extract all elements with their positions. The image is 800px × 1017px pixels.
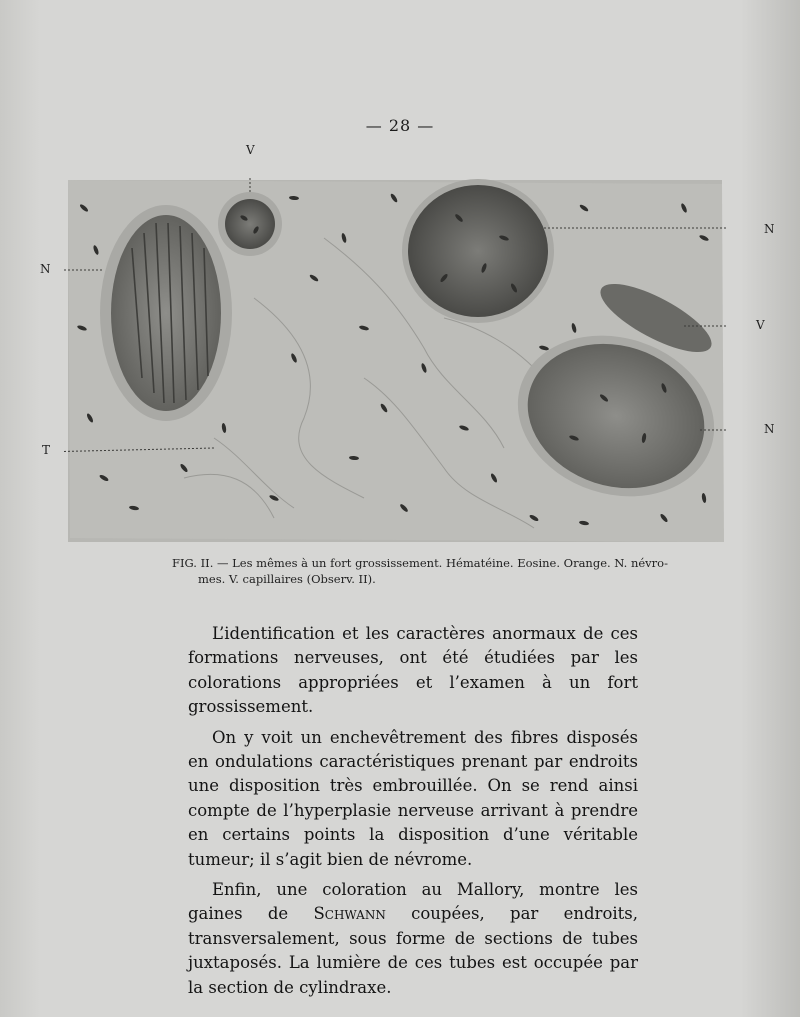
nevroma-top-right: [408, 185, 548, 317]
label-v-top: V: [246, 143, 255, 157]
author-name-schwann: Schwann: [313, 904, 386, 924]
nevroma-left: [111, 215, 221, 411]
histology-figure: [64, 178, 728, 546]
label-n-left: N: [40, 262, 51, 276]
capillary-top: [225, 199, 275, 249]
paragraph-3: [188, 878, 638, 1000]
label-t-left: T: [42, 443, 51, 457]
label-n-right-top: N: [764, 222, 775, 236]
page-number: — 28 —: [365, 116, 435, 135]
paragraph-1: L’identification et les caractères anormaux de ces formations nerveuses, ont été étudiées par les colorations appropriées et l’examen à un fort grossissement.: [188, 624, 638, 717]
paragraph-3-end: coupées, par endroits, transversalement, sous forme de sections de tubes juxtaposés. La lumière de ces tubes est occupée par la section de cylindraxe.: [188, 904, 639, 997]
caption-line-2: mes. V. capillaires (Observ. II).: [198, 572, 376, 586]
page-edge-shadow-left: [0, 0, 40, 1017]
paragraph-3-start: Enfin, une coloration au Mallory, montre les gaines de: [188, 880, 638, 924]
body-text: [188, 622, 638, 1006]
caption-line-1: FIG. II. — Les mêmes à un fort grossissement. Hématéine. Eosine. Orange. N. névro-: [172, 556, 668, 570]
page-edge-shadow-right: [740, 0, 800, 1017]
figure-caption: [172, 555, 672, 587]
label-n-right-bottom: N: [764, 422, 775, 436]
label-v-right: V: [756, 318, 765, 332]
paragraph-2: On y voit un enchevêtrement des fibres disposés en ondulations caractéristiques prenant par endroits une disposition très embrouillée. On se rend ainsi compte de l’hyperplasie nerveuse arrivant à prendre en certains points la disposition d’une véritable tumeur; il s’agit bien de névrome.: [188, 727, 638, 869]
histology-micrograph: [64, 178, 728, 546]
